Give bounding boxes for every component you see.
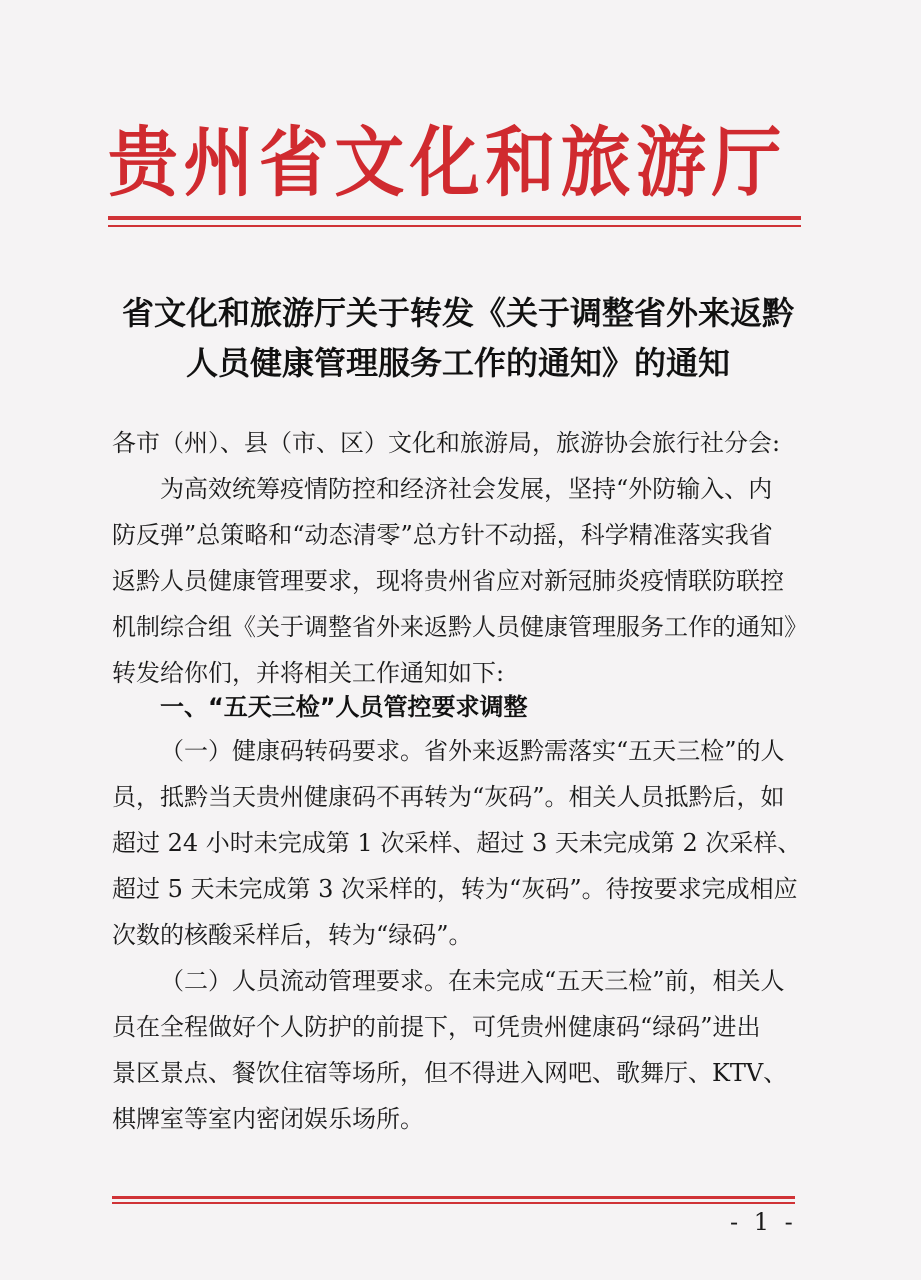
section-heading-1: 一、“五天三检”人员管控要求调整 <box>160 693 528 721</box>
header-red-rule-thin <box>108 225 801 227</box>
footer-red-rule-thin <box>112 1202 795 1204</box>
section1-para1-line: （一）健康码转码要求。省外来返黔需落实“五天三检”的人 <box>160 737 785 765</box>
footer-red-rule-thick <box>112 1196 795 1199</box>
intro-line: 为高效统筹疫情防控和经济社会发展，坚持“外防输入、内 <box>160 475 773 503</box>
header-red-rule-thick <box>108 216 801 220</box>
intro-line: 返黔人员健康管理要求，现将贵州省应对新冠肺炎疫情联防联控 <box>112 567 784 595</box>
addressee-line: 各市（州）、县（市、区）文化和旅游局，旅游协会旅行社分会: <box>112 429 781 457</box>
section1-para2-line: 景区景点、餐饮住宿等场所，但不得进入网吧、歌舞厅、KTV、 <box>112 1059 788 1087</box>
section1-para1-line: 超过 5 天未完成第 3 次采样的，转为“灰码”。待按要求完成相应 <box>112 875 798 903</box>
intro-line: 防反弹”总策略和“动态清零”总方针不动摇，科学精准落实我省 <box>112 521 773 549</box>
document-title-line-2: 人员健康管理服务工作的通知》的通知 <box>185 344 730 382</box>
page-number: - 1 - <box>730 1208 797 1236</box>
intro-line: 机制综合组《关于调整省外来返黔人员健康管理服务工作的通知》 <box>112 613 808 641</box>
section1-para1-line: 次数的核酸采样后，转为“绿码”。 <box>112 921 473 949</box>
intro-line: 转发给你们，并将相关工作通知如下: <box>112 659 505 687</box>
section1-para2-line: 员在全程做好个人防护的前提下，可凭贵州健康码“绿码”进出 <box>112 1013 761 1041</box>
section1-para1-line: 超过 24 小时未完成第 1 次采样、超过 3 天未完成第 2 次采样、 <box>112 829 802 857</box>
section1-para2-line: 棋牌室等室内密闭娱乐场所。 <box>112 1105 424 1133</box>
section1-para1-line: 员，抵黔当天贵州健康码不再转为“灰码”。相关人员抵黔后，如 <box>112 783 785 811</box>
issuer-header-title: 贵州省文化和旅游厅 <box>108 118 787 207</box>
section1-para2-line: （二）人员流动管理要求。在未完成“五天三检”前，相关人 <box>160 967 785 995</box>
document-title-line-1: 省文化和旅游厅关于转发《关于调整省外来返黔 <box>121 294 794 332</box>
